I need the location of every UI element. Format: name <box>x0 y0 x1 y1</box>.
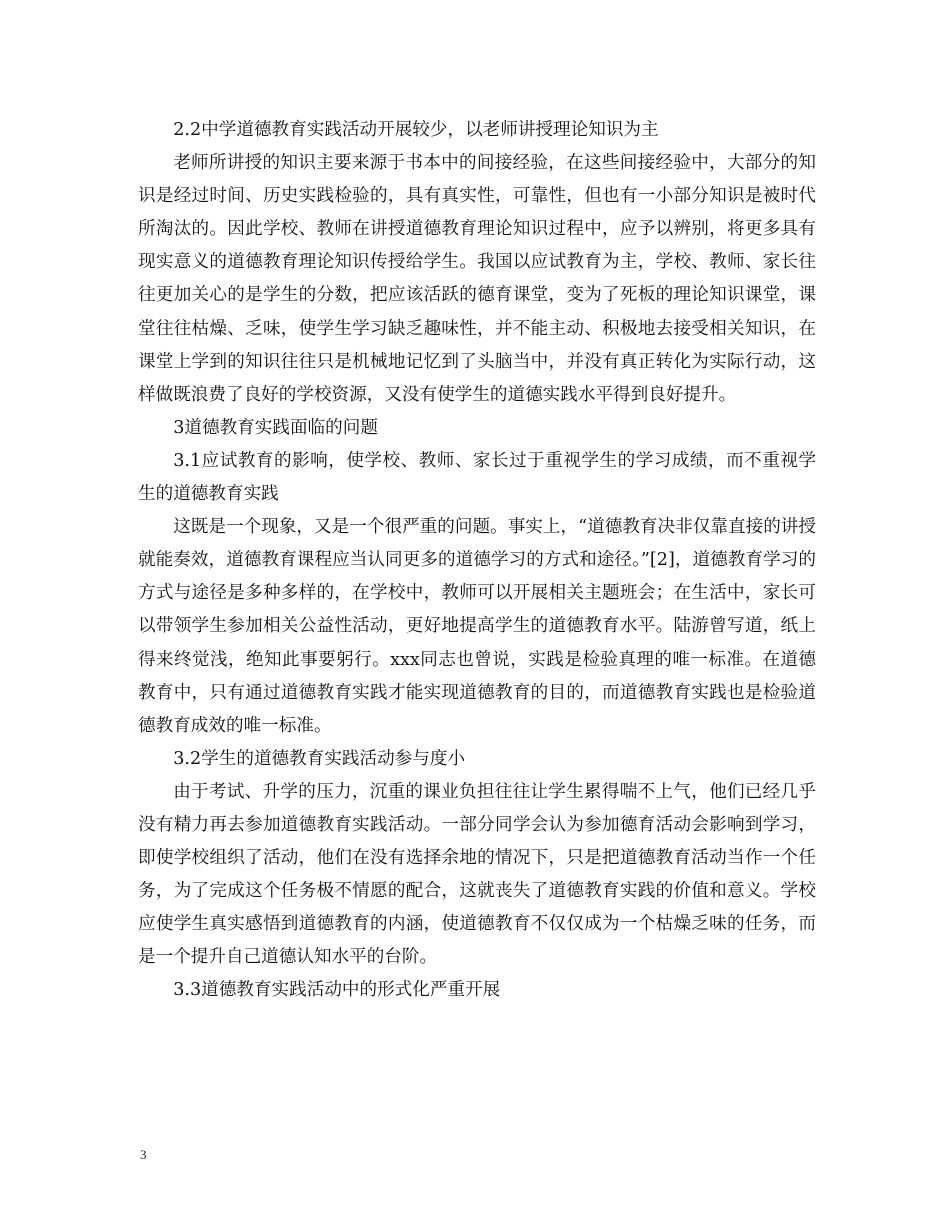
page-number: 3 <box>140 1147 147 1162</box>
section-heading-3-2: 3.2学生的道德教育实践活动参与度小 <box>173 748 466 769</box>
section-heading-2-2: 2.2中学道德教育实践活动开展较少，以老师讲授理论知识为主 <box>173 120 659 140</box>
section-heading-3-3: 3.3道德教育实践活动中的形式化严重开展 <box>173 980 501 1001</box>
section-heading-3: 3道德教育实践面临的问题 <box>173 417 378 438</box>
document-body <box>138 114 816 1008</box>
body-paragraph: 由于考试、升学的压力，沉重的课业负担往往让学生累得喘不上气，他们已经几乎没有精力再去参加道德教育实践活动。一部分同学会认为参加德育活动会影响到学习，即使学校组织了活动，他们在没有选择余地的情况下，只是把道德教育活动当作一个任务，为了完成这个任务极不情愿的配合，这就丧失了道德教育实践的价值和意义。学校应使学生真实感悟到道德教育的内涵，使道德教育不仅仅成为一个枯燥乏味的任务，而是一个提升自己道德认知水平的台阶。 <box>138 781 816 968</box>
section-heading-3-1: 3.1应试教育的影响，使学校、教师、家长过于重视学生的学习成绩，而不重视学生的道德教育实践 <box>138 450 816 505</box>
body-paragraph: 老师所讲授的知识主要来源于书本中的间接经验，在这些间接经验中，大部分的知识是经过时间、历史实践检验的，具有真实性，可靠性，但也有一小部分知识是被时代所淘汰的。因此学校、教师在讲授道德教育理论知识过程中，应予以辨别，将更多具有现实意义的道德教育理论知识传授给学生。我国以应试教育为主，学校、教师、家长往往更加关心的是学生的分数，把应该活跃的德育课堂，变为了死板的理论知识课堂，课堂往往枯燥、乏味，使学生学习缺乏趣味性，并不能主动、积极地去接受相关知识，在课堂上学到的知识往往只是机械地记忆到了头脑当中，并没有真正转化为实际行动，这样做既浪费了良好的学校资源，又没有使学生的道德实践水平得到良好提升。 <box>138 153 816 405</box>
body-paragraph: 这既是一个现象，又是一个很严重的问题。事实上，“道德教育决非仅靠直接的讲授就能奏效，道德教育课程应当认同更多的道德学习的方式和途径。”[2]，道德教育学习的方式与途径是多种多样的，在学校中，教师可以开展相关主题班会；在生活中，家长可以带领学生参加相关公益性活动，更好地提高学生的道德教育水平。陆游曾写道，纸上得来终觉浅，绝知此事要躬行。xxx同志也曾说，实践是检验真理的唯一标准。在道德教育中，只有通过道德教育实践才能实现道德教育的目的，而道德教育实践也是检验道德教育成效的唯一标准。 <box>138 517 816 736</box>
